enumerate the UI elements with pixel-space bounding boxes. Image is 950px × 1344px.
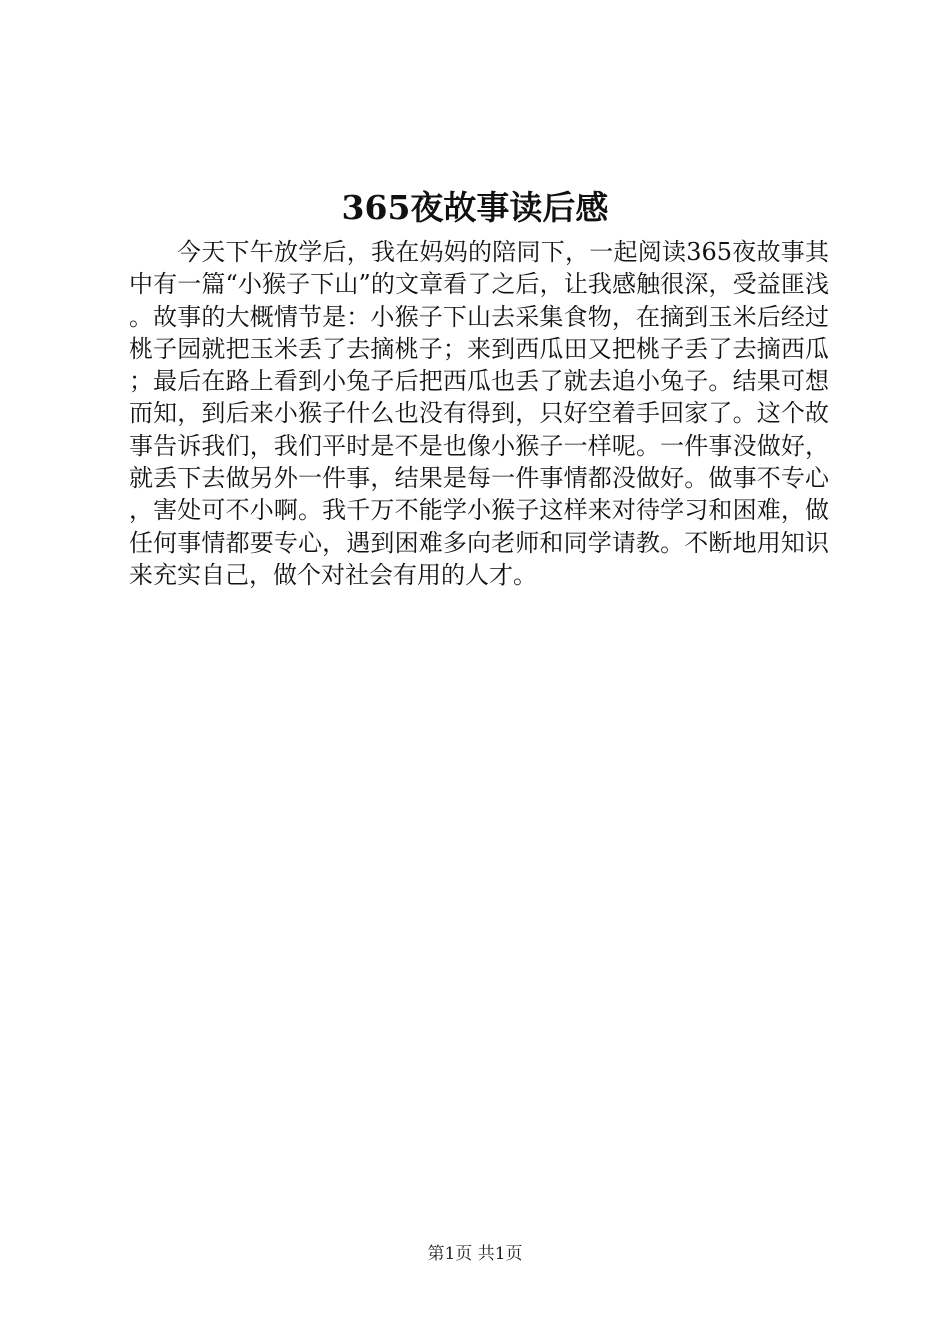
document-title: 365夜故事读后感 [341,188,609,227]
page-number-footer: 第1页 共1页 [427,1244,523,1264]
document-body-paragraph: 今天下午放学后，我在妈妈的陪同下，一起阅读365夜故事其中有一篇“小猴子下山”的文章看了之后，让我感触很深，受益匪浅。故事的大概情节是：小猴子下山去采集食物，在摘到玉米后经过桃子园就把玉米丢了去摘桃子；来到西瓜田又把桃子丢了去摘西瓜；最后在路上看到小兔子后把西瓜也丢了就去追小兔子。结果可想而知，到后来小猴子什么也没有得到，只好空着手回家了。这个故事告诉我们，我们平时是不是也像小猴子一样呢。一件事没做好，就丢下去做另外一件事，结果是每一件事情都没做好。做事不专心，害处可不小啊。我千万不能学小猴子这样来对待学习和困难，做任何事情都要专心，遇到困难多向老师和同学请教。不断地用知识来充实自己，做个对社会有用的人才。 [129,238,829,589]
